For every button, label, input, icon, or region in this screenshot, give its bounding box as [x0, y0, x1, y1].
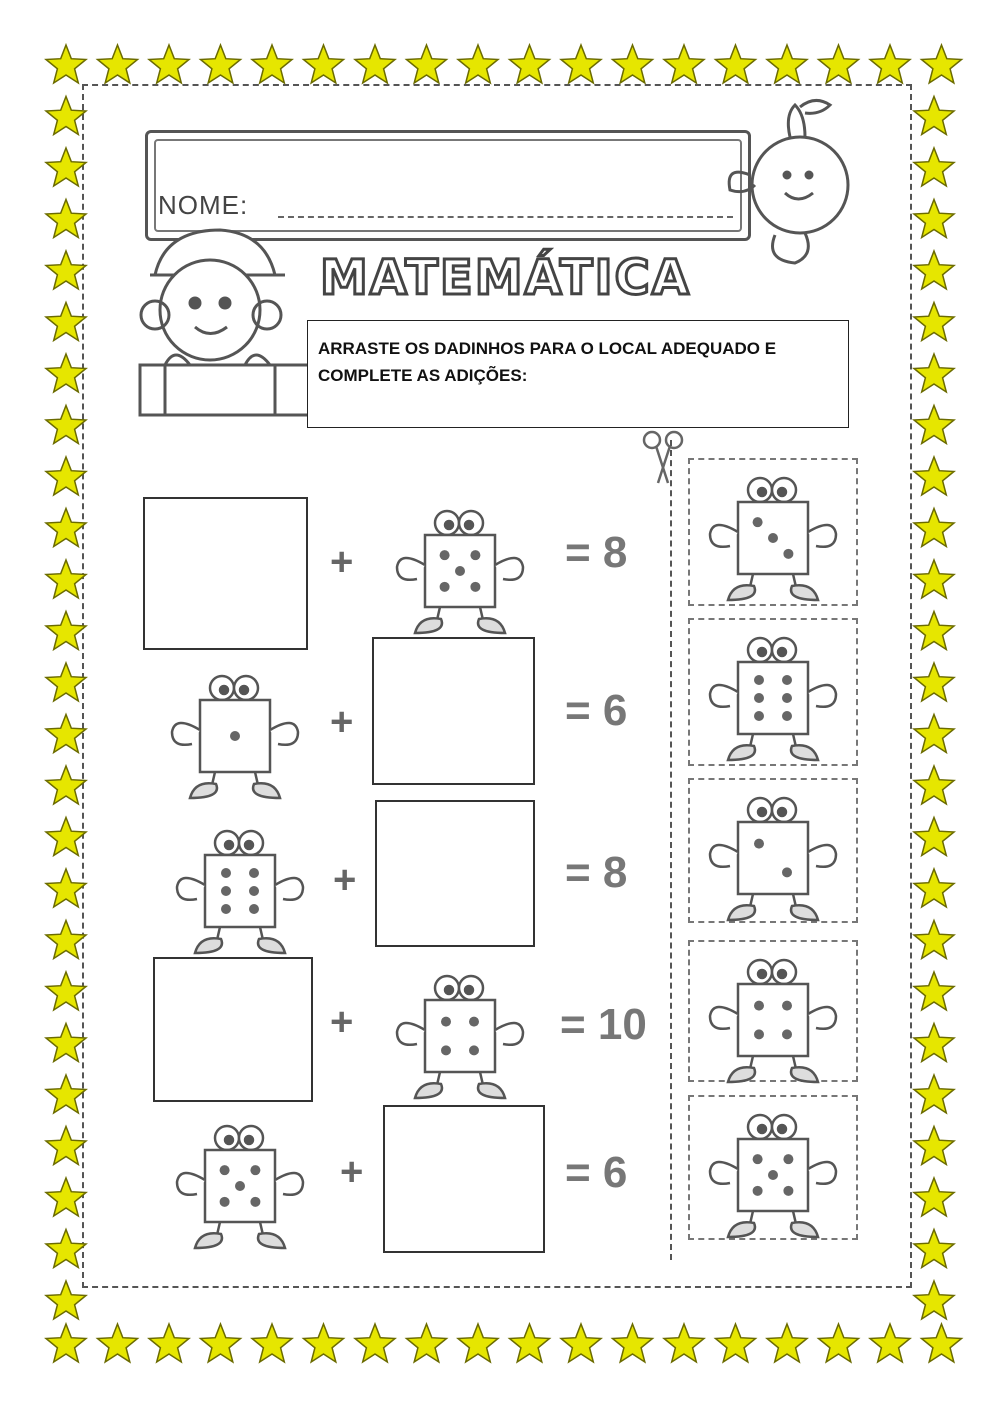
boy-illustration-icon	[125, 215, 315, 420]
dice-character-icon	[165, 815, 315, 965]
draggable-dice-tile-4[interactable]	[688, 940, 858, 1082]
equation-result: = 6	[565, 1148, 628, 1197]
name-field[interactable]	[278, 216, 733, 218]
draggable-dice-tile-1[interactable]	[688, 458, 858, 606]
answer-drop-box-4[interactable]	[153, 957, 313, 1102]
plus-sign: +	[330, 540, 354, 584]
draggable-dice-tile-3[interactable]	[688, 778, 858, 923]
draggable-dice-tile-2[interactable]	[688, 618, 858, 766]
equation-result: = 6	[565, 686, 628, 735]
dice-character-icon	[698, 622, 848, 772]
equation-result: = 10	[560, 1000, 647, 1049]
dice-character-icon	[385, 960, 535, 1110]
dice-column-border	[670, 440, 672, 1260]
equation-result: = 8	[565, 848, 628, 897]
dice-character-icon	[698, 782, 848, 932]
dice-character-icon	[698, 462, 848, 612]
answer-drop-box-3[interactable]	[375, 800, 535, 947]
dice-character-icon	[698, 944, 848, 1094]
answer-drop-box-2[interactable]	[372, 637, 535, 785]
plus-sign: +	[330, 1000, 354, 1044]
girl-illustration-icon	[705, 95, 875, 270]
answer-drop-box-5[interactable]	[383, 1105, 545, 1253]
dice-character-icon	[160, 660, 310, 810]
dice-character-icon	[385, 495, 535, 645]
plus-sign: +	[340, 1150, 364, 1194]
scissors-icon	[638, 428, 688, 488]
draggable-dice-tile-5[interactable]	[688, 1095, 858, 1240]
plus-sign: +	[333, 858, 357, 902]
plus-sign: +	[330, 700, 354, 744]
instructions-box: ARRASTE OS DADINHOS PARA O LOCAL ADEQUADO E COMPLETE AS ADIÇÕES:	[307, 320, 849, 428]
equation-result: = 8	[565, 528, 628, 577]
dice-character-icon	[165, 1110, 315, 1260]
dice-character-icon	[698, 1099, 848, 1249]
answer-drop-box-1[interactable]	[143, 497, 308, 650]
page-title: MATEMÁTICA	[320, 250, 691, 306]
name-label: NOME:	[158, 190, 249, 220]
